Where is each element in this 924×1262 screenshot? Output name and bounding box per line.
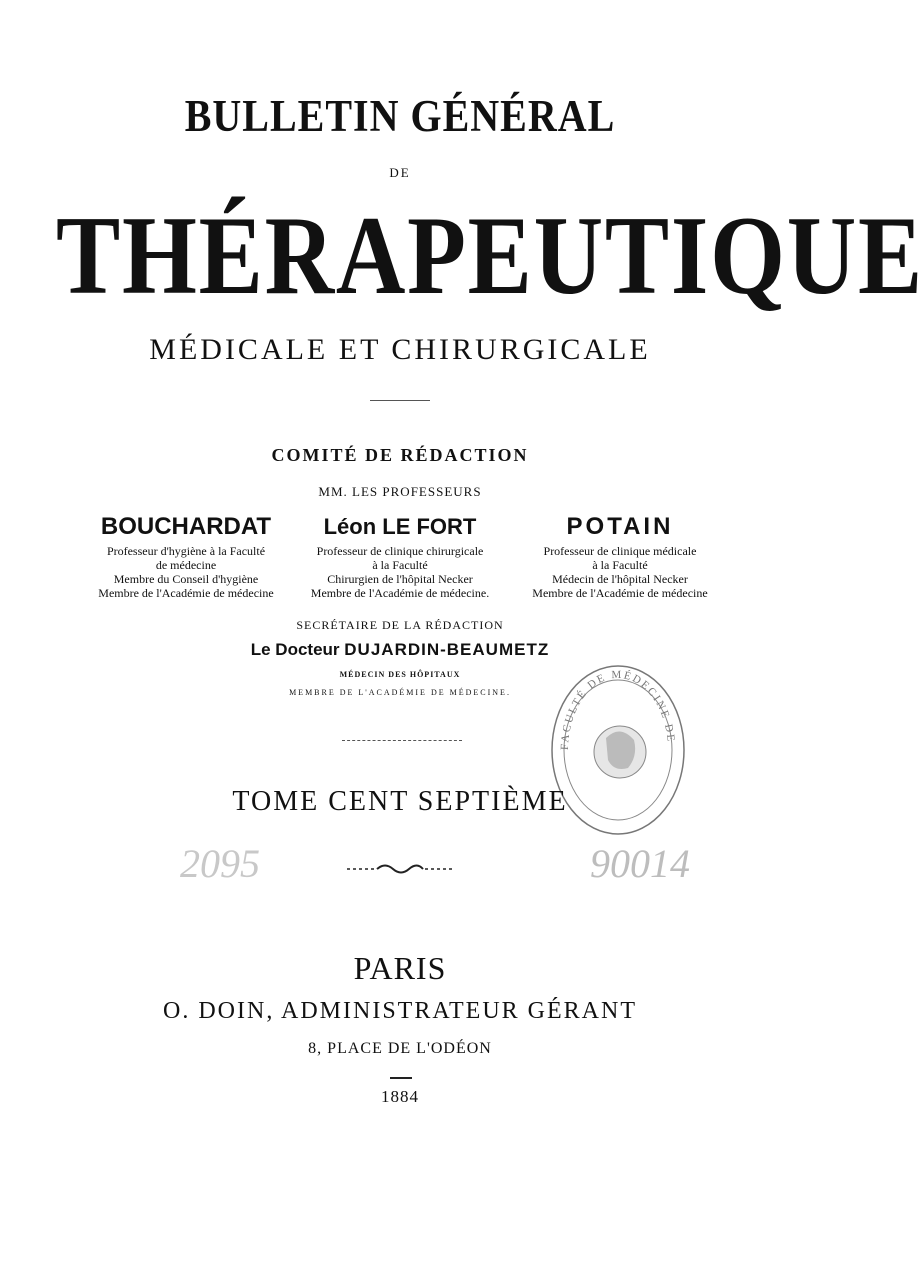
publisher: O. DOIN, ADMINISTRATEUR GÉRANT (163, 998, 637, 1024)
stamp-text: FACULTÉ DE MÉDECINE DE (558, 668, 677, 751)
editor-line: Membre de l'Académie de médecine. (310, 586, 490, 600)
handwritten-number-left: 2095 (180, 841, 260, 886)
secretary-heading: SECRÉTAIRE DE LA RÉDACTION (296, 618, 504, 632)
subtitle: MÉDICALE ET CHIRURGICALE (149, 333, 651, 366)
professors-intro: MM. LES PROFESSEURS (318, 484, 482, 499)
comite-heading: COMITÉ DE RÉDACTION (271, 445, 529, 465)
ornament (0, 862, 800, 881)
publication-city: PARIS (353, 950, 447, 986)
editor-line: Membre de l'Académie de médecine (532, 586, 708, 600)
ornament-icon (345, 862, 455, 876)
editor-name: BOUCHARDAT (100, 513, 272, 540)
editor-line: Membre de l'Académie de médecine (98, 586, 274, 600)
tome-number: TOME CENT SEPTIÈME (232, 786, 568, 817)
editor-name: Léon LE FORT (323, 514, 477, 539)
main-title: THÉRAPEUTIQUE (56, 194, 924, 318)
editor-line: de médecine (155, 558, 217, 572)
editor-line: Professeur de clinique médicale (543, 544, 697, 558)
editor-line: Chirurgien de l'hôpital Necker (327, 572, 473, 586)
editor-line: à la Faculté (372, 558, 428, 572)
title-line1: BULLETIN GÉNÉRAL (184, 89, 616, 142)
divider (342, 740, 462, 741)
editor-line: Professeur de clinique chirurgicale (316, 544, 484, 558)
handwritten-number-right: 90014 (590, 841, 690, 886)
editor-column (510, 512, 730, 600)
publication-year: 1884 (381, 1087, 419, 1106)
secretary-membership: MEMBRE DE L'ACADÉMIE DE MÉDECINE. (289, 688, 511, 697)
secretary-prefix: Le Docteur (250, 640, 340, 659)
secretary-line (0, 640, 800, 660)
editor-line: Professeur d'hygiène à la Faculté (106, 544, 266, 558)
editor-line: Membre du Conseil d'hygiène (113, 572, 259, 586)
editor-line: Médecin de l'hôpital Necker (552, 572, 688, 586)
editor-column (290, 512, 510, 600)
secretary-role: MÉDECIN DES HÔPITAUX (339, 670, 461, 679)
editor-line: à la Faculté (592, 558, 648, 572)
publisher-address: 8, PLACE DE L'ODÉON (308, 1040, 492, 1057)
divider (390, 1077, 412, 1079)
editor-name: POTAIN (566, 513, 674, 540)
title-de: DE (389, 165, 411, 180)
secretary-name: DUJARDIN-BEAUMETZ (344, 640, 550, 659)
editor-column (80, 512, 292, 600)
divider (370, 400, 430, 401)
